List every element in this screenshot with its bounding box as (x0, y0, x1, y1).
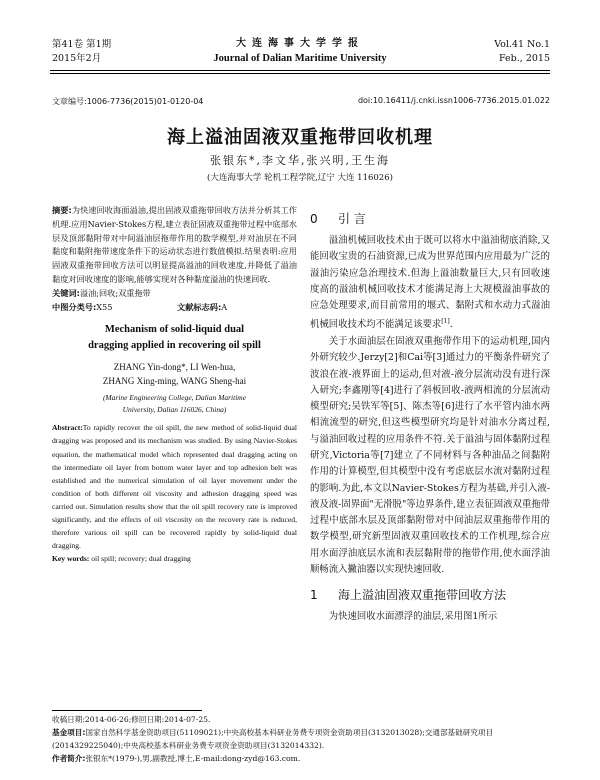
header-rule-bottom (50, 73, 550, 74)
document-code (177, 301, 227, 315)
abstract-cn-label: 摘要: (52, 205, 72, 215)
journal-name-cn: 大连海事大学学报 (236, 38, 364, 49)
volume-issue-en: Vol.41 No.1 (494, 39, 550, 50)
header-rule-top (50, 70, 550, 71)
section-0-heading (310, 210, 550, 227)
intro-paragraph-2: 关于水面油层在固液双重拖带作用下的运动机理,国内外研究较少.Jerzy[2]和Cai等[3]通过力的平衡条件研究了波浪在液-液界面上的运动,但对液-液分层流动没有进行深入研究;李鑫刚等[4]进行了斜板回收-液两相流的分层流动模型研究;吴铁军等[5]、陈杰等[6]进行了水平管内油水两相流流型的研究,但这些模型研究均是针对油水分离过程,与溢油回收过程的应用条件不符.关于溢油与固体黏附过程研究,Victoria等[7]建立了不同材料与各种油品之间黏附作用的计算模型,但其模型中没有考虑底层水流对黏附过程的影响.为此,本文以Navier-Stokes方程为基础,并引入液-液及液-固界面"无滑脱"等边界条件,建立表征固液双重拖带过程中底部水层及顶部黏附带对中间油层双重拖带作用的数学模型,研究新型固液双重回收技术的工作机理,综合应用水面浮油底层水流和表层黏附带的拖带作用,使水面浮油顺畅流入撇油器以实现快速回收. (310, 335, 550, 576)
keywords-cn (52, 287, 297, 301)
header-right (494, 38, 550, 66)
section-1-number: 1 (310, 588, 318, 603)
footnote-author (52, 753, 552, 766)
intro-p1-text: 溢油机械回收技术由于既可以将水中溢油彻底消除,又能回收宝贵的石油资源,已成为世界范围内应用最为广泛的溢油污染应急治理技术.但海上溢油数量巨大,只有回收速度高的溢油机械回收技术才能满足海上大规模溢油事故的应急处理要求,而目前常用的堰式、黏附式和水动力式溢油机械回收技术均不能满足该要求 (310, 235, 550, 331)
intro-p1-end: . (449, 319, 453, 331)
clc-number (52, 301, 177, 315)
footnote-rule (52, 710, 202, 711)
section-0-title: 引 言 (338, 212, 366, 226)
english-affiliation-line2: University, Dalian 116026, China) (122, 405, 227, 415)
affiliation: (大连海事大学 轮机工程学院,辽宁 大连 116026) (207, 173, 393, 183)
english-title-line1: Mechanism of solid-liquid dual (104, 324, 245, 336)
fund-label: 基金项目: (52, 728, 86, 737)
english-abstract-label: Abstract: (52, 423, 83, 433)
doi: doi:10.16411/j.cnki.issn1006-7736.2015.01.022 (357, 96, 550, 105)
clc-label: 中图分类号: (52, 301, 97, 312)
english-keywords-text: oil spill; recovery; dual dragging (91, 554, 191, 564)
abstract-cn (52, 204, 297, 287)
article-number: 文章编号:1006-7736(2015)01-0120-04 (52, 97, 204, 106)
english-abstract (52, 421, 297, 552)
keywords-cn-label: 关键词: (52, 287, 80, 298)
english-keywords (52, 552, 297, 565)
volume-issue-cn: 第41卷 第1期 (52, 39, 112, 50)
abstract-cn-text: 为快速回收海面溢油,提出固液双重拖带回收方法并分析其工作机理.应用Navier-Stokes方程,建立表征固液双重拖带过程中底部水层及顶部黏附带对中间溢油层拖带作用的数学模型,并对油层在不同黏度和黏附拖带速度条件下的运动状态进行数值模拟.结果表明:应用固液双重拖带回收方法可以明显提高溢油的回收速度,并降低了溢油黏度对回收速度的影响,能够实现对各种黏度溢油的快速回收. (52, 205, 297, 284)
classification-line (52, 301, 297, 315)
intro-p1-ref: [1] (441, 318, 450, 326)
english-authors-line1: ZHANG Yin-dong*, LI Wen-hua, (113, 362, 236, 373)
section-1-heading (310, 586, 550, 603)
right-column (310, 210, 550, 626)
english-abstract-text: To rapidly recover the oil spill, the new method of solid-liquid dual dragging was proposed and its mechanism was studied. By using Navier-Stokes equation, the mathematical model which represented dual dragging acting on the intermediate oil layer from bottom water layer and top adhesion belt was established and the numerical simulation of oil layer movement under the condition of both different oil viscosity and adhesion dragging speed was carried out. Simulation results show that the oil spill recovery rate is improved significantly, and the effects of oil viscosity on the recovery rate is reduced, therefore various oil spill can be recovered rapidly by solid-liquid dual dragging. (52, 423, 297, 551)
paper-title: 海上溢油固液双重拖带回收机理 (167, 127, 433, 148)
intro-paragraph-1 (310, 233, 550, 334)
english-keywords-label: Key words: (52, 554, 90, 564)
date-cn: 2015年2月 (52, 53, 102, 64)
section-0-number: 0 (310, 212, 318, 226)
footnote-received: 收稿日期:2014-06-26;修回日期:2014-07-25. (52, 715, 211, 724)
section-1-paragraph: 为快速回收水面漂浮的油层,采用图1所示 (328, 611, 498, 623)
left-column (52, 204, 297, 565)
author-bio-text: 张银东*(1979-),男,副教授,博士,E-mail:dong-zyd@163.com. (85, 754, 301, 763)
english-title-line2: dragging applied in recovering oil spill (88, 340, 261, 352)
footnote-fund (52, 727, 552, 752)
doc-code-label: 文献标志码: (177, 301, 222, 312)
english-authors-line2: ZHANG Xing-ming, WANG Sheng-hai (102, 376, 247, 387)
author-bio-label: 作者简介: (52, 754, 86, 763)
date-en: Feb., 2015 (498, 53, 550, 64)
fund-text: 国家自然科学基金资助项目(51109021);中央高校基本科研业务费专项资金资助项目(3132013028);交通部基础研究项目(2014329225040);中央高校基本科研业务费专项资金资助项目(3132014332). (52, 728, 494, 750)
doc-code-value: A (221, 301, 228, 312)
clc-value: X55 (96, 301, 113, 312)
authors: 张银东*,李文华,张兴明,王生海 (210, 154, 390, 167)
english-affiliation-line1: (Marine Engineering College, Dalian Maritime (102, 393, 247, 403)
keywords-cn-text: 溢油;回收;双重拖带 (79, 287, 151, 298)
section-1-title: 海上溢油固液双重拖带回收方法 (338, 588, 507, 603)
journal-name-en: Journal of Dalian Maritime University (213, 53, 387, 64)
